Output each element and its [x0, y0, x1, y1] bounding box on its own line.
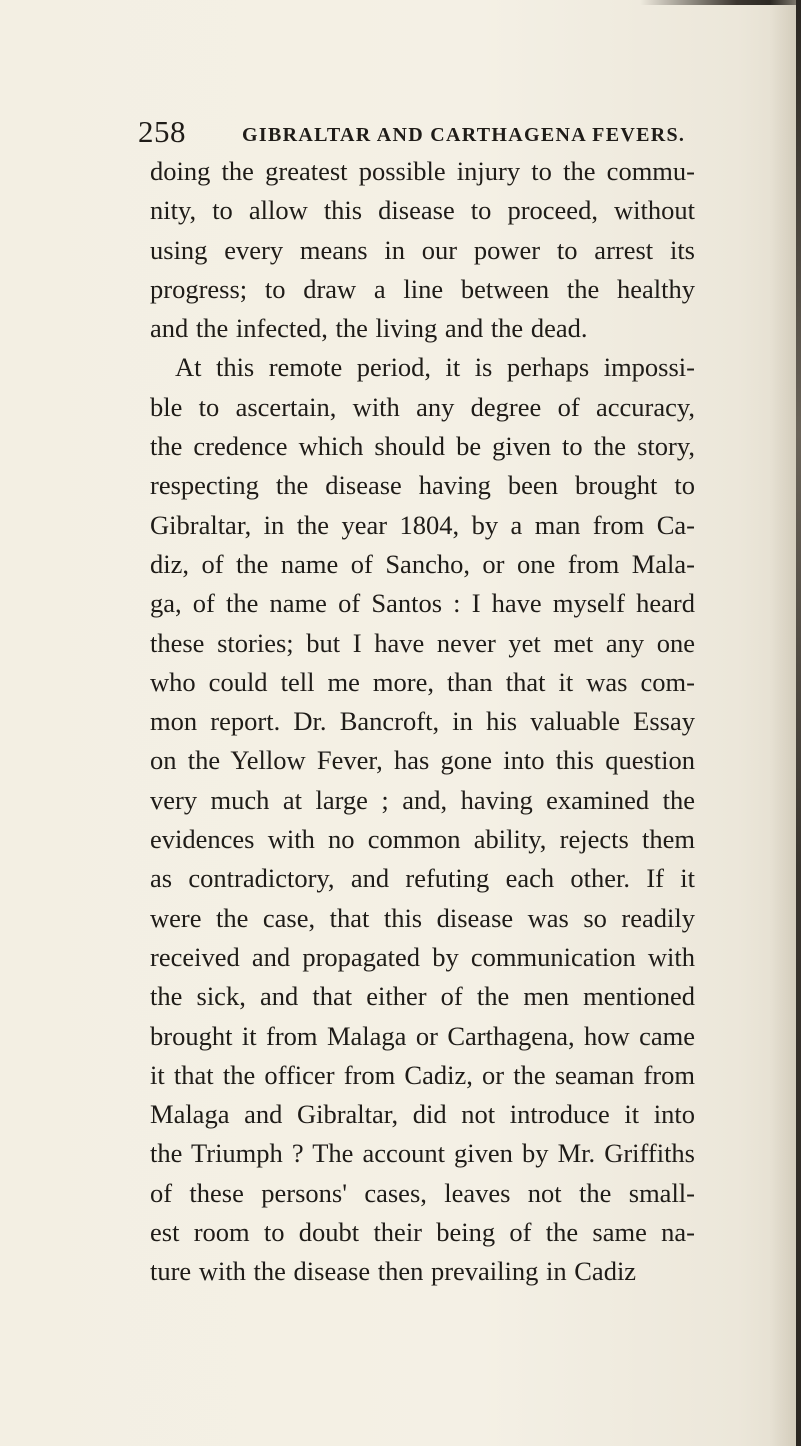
page-number: 258 — [138, 114, 186, 149]
running-head: GIBRALTAR AND CARTHAGENA FEVERS. — [242, 124, 686, 146]
page-gutter-shade — [770, 0, 796, 1446]
text-line: ture with the disease then prevailing in Cadiz — [150, 1256, 637, 1287]
text-line: At this remote period, it is perhaps impossi- — [175, 352, 695, 383]
text-line: Malaga and Gibraltar, did not introduce it into — [150, 1099, 695, 1130]
text-line: est room to doubt their being of the same na- — [150, 1217, 695, 1248]
text-line: and the infected, the living and the dead. — [150, 313, 588, 344]
text-line: of these persons' cases, leaves not the small- — [150, 1177, 695, 1208]
text-line: Gibraltar, in the year 1804, by a man from Ca- — [150, 509, 695, 540]
text-line: who could tell me more, than that it was com- — [150, 666, 695, 697]
text-line: respecting the disease having been brought to — [150, 470, 695, 501]
text-line: nity, to allow this disease to proceed, without — [150, 195, 695, 226]
text-line: received and propagated by communication with — [150, 941, 695, 972]
text-line: using every means in our power to arrest its — [150, 234, 695, 265]
text-line: the credence which should be given to the story, — [150, 431, 695, 462]
text-line: these stories; but I have never yet met any one — [150, 627, 695, 658]
text-line: brought it from Malaga or Carthagena, how came — [150, 1020, 695, 1051]
text-line: as contradictory, and refuting each other. If it — [150, 863, 695, 894]
text-line: very much at large ; and, having examined the — [150, 784, 695, 815]
body-text — [150, 152, 695, 1292]
text-line: were the case, that this disease was so readily — [150, 902, 695, 933]
text-line: evidences with no common ability, rejects them — [150, 824, 695, 855]
text-line: it that the officer from Cadiz, or the seaman from — [150, 1059, 695, 1090]
text-line: diz, of the name of Sancho, or one from Mala- — [150, 548, 695, 579]
text-line: ga, of the name of Santos : I have myself heard — [150, 588, 695, 619]
text-line: doing the greatest possible injury to the commu- — [150, 156, 695, 186]
text-line: the sick, and that either of the men mentioned — [150, 981, 695, 1012]
text-line: on the Yellow Fever, has gone into this question — [150, 745, 695, 776]
text-line: mon report. Dr. Bancroft, in his valuable Essay — [150, 706, 695, 737]
text-line: progress; to draw a line between the healthy — [150, 273, 695, 304]
text-line: ble to ascertain, with any degree of accuracy, — [150, 391, 695, 422]
page-right-edge — [796, 0, 801, 1446]
text-line: the Triumph ? The account given by Mr. Griffiths — [150, 1138, 695, 1169]
